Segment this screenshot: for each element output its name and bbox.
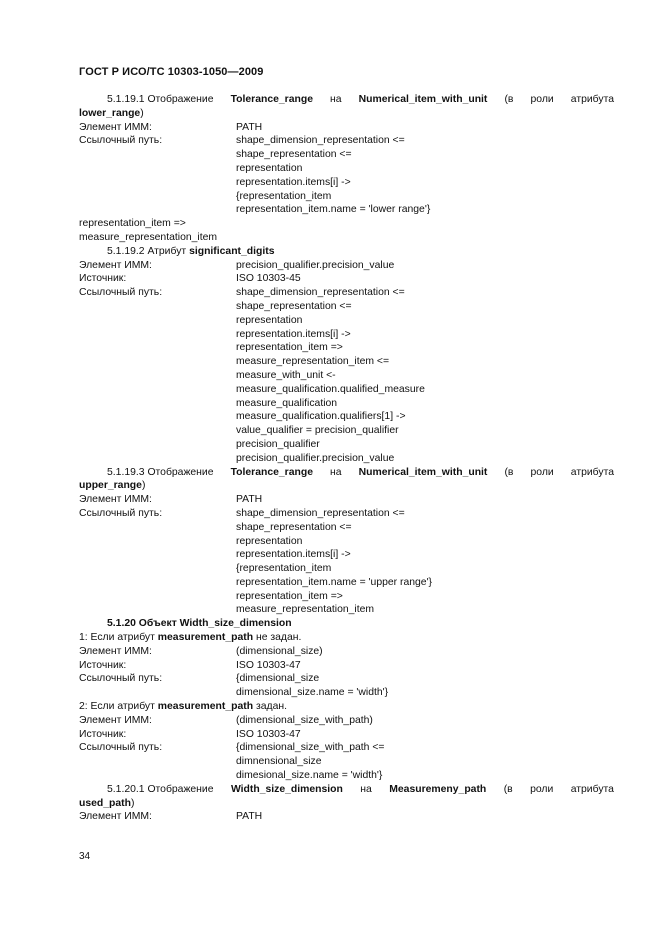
source-row	[79, 272, 614, 286]
reference-path-lines	[236, 286, 614, 465]
source-value: ISO 10303-47	[236, 659, 301, 671]
case-tail: не задан.	[255, 632, 302, 644]
path-line-wrapped: representation_item =>	[79, 218, 186, 230]
path-line: representation_item =>	[236, 590, 343, 602]
aim-element-label: Элемент ИММ:	[79, 714, 152, 726]
clause-title-continuation	[79, 479, 614, 493]
clause-word: (в	[504, 94, 514, 105]
path-line: shape_representation <=	[236, 521, 352, 533]
path-line: shape_dimension_representation <=	[236, 287, 405, 299]
path-line: measure_representation_item	[236, 604, 375, 616]
clause-word: атрибута	[570, 783, 614, 795]
clause-word: роли	[530, 94, 554, 105]
aim-element-label: Элемент ИММ:	[79, 121, 152, 133]
path-line: {dimensional_size	[236, 673, 320, 685]
case-tail: задан.	[255, 701, 287, 713]
source-row	[79, 659, 614, 673]
reference-path-label: Ссылочный путь:	[79, 507, 163, 519]
entity-name: Width_size_dimension	[230, 783, 343, 795]
aim-element-row	[79, 493, 614, 507]
page-number: 34	[79, 851, 91, 862]
case-1-line	[79, 631, 614, 645]
clause-5-1-19-1-title	[79, 93, 614, 107]
path-line: shape_representation <=	[236, 300, 352, 312]
path-line: representation_item.name = 'upper range'}	[236, 576, 433, 588]
reference-path-row	[79, 286, 614, 465]
section-heading: 5.1.20 Объект Width_size_dimension	[107, 618, 292, 630]
source-label: Источник:	[79, 728, 127, 740]
path-line: precision_qualifier	[236, 438, 320, 450]
aim-element-row	[79, 121, 614, 135]
attribute-name: measurement_path	[157, 701, 254, 713]
clause-word: на	[360, 783, 372, 795]
case-2-line	[79, 700, 614, 714]
clause-title-continuation	[79, 107, 614, 121]
aim-element-row	[79, 259, 614, 273]
clause-word: 5.1.20.1 Отображение	[107, 783, 214, 795]
path-line: representation.items[i] ->	[236, 328, 351, 340]
path-line: representation	[236, 535, 303, 547]
entity-name: Numerical_item_with_unit	[358, 466, 488, 478]
clause-word: 5.1.19.1 Отображение	[107, 94, 214, 105]
reference-path-lines	[236, 134, 614, 217]
section-5-1-20-heading	[79, 617, 614, 631]
path-line: measure_qualification	[236, 397, 338, 409]
attribute-name: measurement_path	[157, 632, 254, 644]
path-line: representation	[236, 162, 303, 174]
path-line: {dimensional_size_with_path <=	[236, 742, 385, 754]
reference-path-row	[79, 741, 614, 782]
aim-element-label: Элемент ИММ:	[79, 811, 152, 823]
reference-path-lines	[236, 741, 614, 782]
path-line: representation.items[i] ->	[236, 549, 351, 561]
clause-title-continuation	[79, 797, 614, 811]
attribute-name: upper_range	[79, 480, 142, 492]
aim-element-label: Элемент ИММ:	[79, 645, 152, 657]
aim-element-row	[79, 645, 614, 659]
path-line: shape_dimension_representation <=	[236, 507, 405, 519]
entity-name: Numerical_item_with_unit	[358, 94, 488, 105]
path-line: measure_representation_item <=	[236, 356, 390, 368]
path-line: dimnensional_size	[236, 756, 322, 768]
path-line: measure_qualification.qualifiers[1] ->	[236, 411, 406, 423]
reference-path-row	[79, 134, 614, 217]
reference-path-label: Ссылочный путь:	[79, 673, 163, 685]
reference-path-lines	[236, 672, 614, 700]
source-value: ISO 10303-47	[236, 728, 301, 740]
source-value: ISO 10303-45	[236, 273, 301, 285]
reference-path-label: Ссылочный путь:	[79, 742, 163, 754]
path-line: measure_qualification.qualified_measure	[236, 383, 425, 395]
path-line: measure_with_unit <-	[236, 369, 336, 381]
case-prefix: 2: Если атрибут	[79, 701, 155, 713]
path-line: dimesional_size.name = 'width'}	[236, 770, 383, 782]
case-prefix: 1: Если атрибут	[79, 632, 155, 644]
document-header: ГОСТ Р ИСО/ТС 10303-1050—2009	[79, 66, 264, 78]
clause-word: на	[330, 466, 342, 478]
entity-name: Tolerance_range	[230, 466, 313, 478]
clause-word: на	[330, 94, 342, 105]
aim-element-value: (dimensional_size)	[236, 645, 323, 657]
entity-name: Tolerance_range	[230, 94, 313, 105]
aim-element-value: PATH	[236, 494, 263, 506]
aim-element-value: PATH	[236, 811, 263, 823]
clause-word: атрибута	[570, 94, 614, 105]
page-content	[79, 93, 614, 824]
path-line: dimensional_size.name = 'width'}	[236, 687, 389, 699]
clause-5-1-19-2-title	[79, 245, 614, 259]
path-line: value_qualifier = precision_qualifier	[236, 425, 399, 437]
aim-element-label: Элемент ИММ:	[79, 494, 152, 506]
path-line: {representation_item	[236, 563, 332, 575]
entity-name: Measuremeny_path	[389, 783, 487, 795]
aim-element-row	[79, 714, 614, 728]
aim-element-value: precision_qualifier.precision_value	[236, 259, 395, 271]
path-line: precision_qualifier.precision_value	[236, 452, 395, 464]
paren: )	[130, 797, 135, 809]
aim-element-value: (dimensional_size_with_path)	[236, 714, 373, 726]
aim-element-row	[79, 810, 614, 824]
clause-5-1-19-3-title	[79, 466, 614, 480]
paren: )	[141, 480, 146, 492]
clause-word: роли	[530, 783, 554, 795]
reference-path-row	[79, 672, 614, 700]
clause-word: (в	[504, 466, 514, 478]
clause-5-1-20-1-title	[79, 783, 614, 797]
aim-element-label: Элемент ИММ:	[79, 259, 152, 271]
source-row	[79, 728, 614, 742]
attribute-name: lower_range	[79, 107, 141, 119]
clause-word: атрибута	[570, 466, 614, 478]
path-line: shape_representation <=	[236, 149, 352, 161]
attribute-name: used_path	[79, 797, 131, 809]
reference-path-lines	[236, 507, 614, 617]
source-label: Источник:	[79, 659, 127, 671]
clause-word: роли	[530, 466, 554, 478]
clause-word: 5.1.19.3 Отображение	[107, 466, 214, 478]
paren: )	[140, 107, 144, 119]
aim-element-value: PATH	[236, 121, 263, 133]
reference-path-label: Ссылочный путь:	[79, 287, 163, 299]
reference-path-label: Ссылочный путь:	[79, 135, 163, 147]
path-line-wrapped: measure_representation_item	[79, 231, 218, 243]
reference-path-row	[79, 507, 614, 617]
path-line: representation_item =>	[236, 342, 343, 354]
clause-word: (в	[503, 783, 513, 795]
path-line: {representation_item	[236, 190, 332, 202]
attribute-name: significant_digits	[189, 245, 275, 257]
clause-prefix: 5.1.19.2 Атрибут	[107, 245, 187, 257]
path-line: representation	[236, 314, 303, 326]
source-label: Источник:	[79, 273, 127, 285]
path-line: representation_item.name = 'lower range'}	[236, 204, 431, 216]
path-line: representation.items[i] ->	[236, 176, 351, 188]
path-line: shape_dimension_representation <=	[236, 135, 405, 147]
